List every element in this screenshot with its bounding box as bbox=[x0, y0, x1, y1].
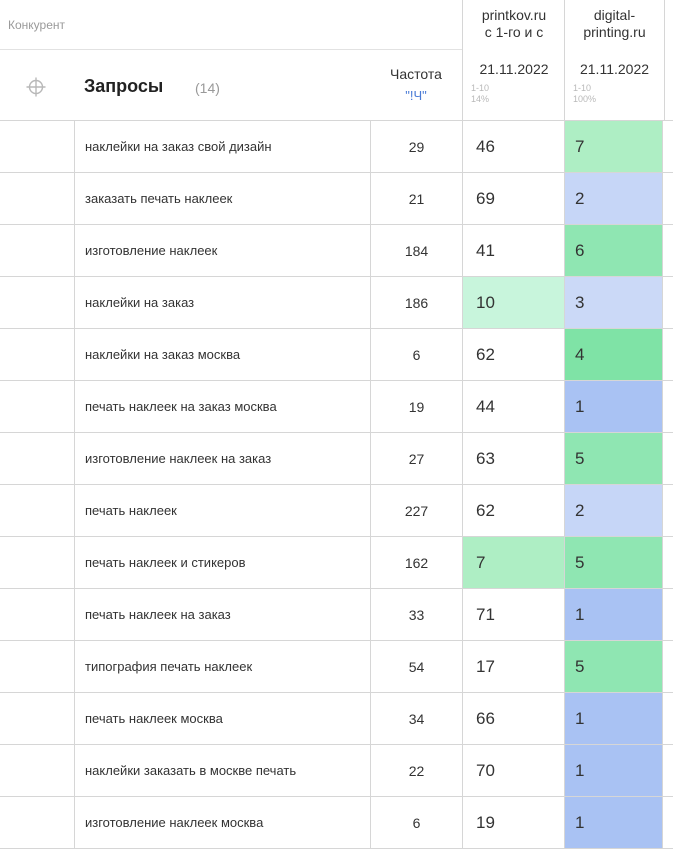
position-value: 70 bbox=[476, 760, 495, 780]
row-select-cell bbox=[0, 745, 74, 796]
position-cell-digital-printing[interactable] bbox=[564, 121, 663, 172]
position-cell-printkov[interactable] bbox=[462, 329, 564, 380]
frequency-cell bbox=[370, 329, 462, 380]
queries-title[interactable]: Запросы bbox=[84, 76, 164, 96]
position-range: 1-10 bbox=[573, 83, 592, 93]
position-value: 71 bbox=[476, 604, 495, 624]
query-text[interactable]: изготовление наклеек bbox=[85, 242, 218, 258]
position-value: 3 bbox=[575, 292, 585, 312]
position-cell-printkov[interactable] bbox=[462, 225, 564, 276]
position-cell-printkov[interactable] bbox=[462, 433, 564, 484]
table-row bbox=[0, 433, 673, 485]
position-cell-digital-printing[interactable] bbox=[564, 277, 663, 328]
frequency-cell bbox=[370, 277, 462, 328]
position-cell-printkov[interactable] bbox=[462, 693, 564, 744]
position-value: 7 bbox=[476, 552, 486, 572]
query-cell[interactable] bbox=[74, 589, 370, 640]
table-row bbox=[0, 797, 673, 849]
row-select-cell bbox=[0, 589, 74, 640]
frequency-cell bbox=[370, 797, 462, 848]
query-cell[interactable] bbox=[74, 485, 370, 536]
competitor-site-sub: printing.ru bbox=[583, 24, 646, 40]
competitor-date: 21.11.2022 bbox=[579, 61, 650, 77]
position-value: 5 bbox=[575, 448, 585, 468]
frequency-value: 33 bbox=[408, 606, 425, 623]
frequency-value: 6 bbox=[412, 346, 421, 363]
position-cell-digital-printing[interactable] bbox=[564, 797, 663, 848]
frequency-cell bbox=[370, 641, 462, 692]
query-text[interactable]: наклейки на заказ bbox=[85, 294, 195, 310]
row-select-cell bbox=[0, 121, 74, 172]
position-value: 69 bbox=[476, 188, 495, 208]
table-row bbox=[0, 641, 673, 693]
row-select-cell bbox=[0, 641, 74, 692]
query-cell[interactable] bbox=[74, 797, 370, 848]
frequency-cell bbox=[370, 745, 462, 796]
queries-count: (14) bbox=[195, 80, 220, 96]
table-row bbox=[0, 589, 673, 641]
frequency-cell bbox=[370, 485, 462, 536]
position-value: 2 bbox=[575, 500, 585, 520]
position-value: 44 bbox=[476, 396, 495, 416]
table-row bbox=[0, 277, 673, 329]
row-select-cell bbox=[0, 433, 74, 484]
competitor-site-sub: с 1-го и с bbox=[484, 24, 544, 40]
position-value: 6 bbox=[575, 240, 585, 260]
position-value: 2 bbox=[575, 188, 585, 208]
position-value: 1 bbox=[575, 760, 585, 780]
position-percent: 100% bbox=[573, 94, 597, 104]
frequency-type-link[interactable]: "!Ч" bbox=[405, 88, 427, 103]
query-cell[interactable] bbox=[74, 433, 370, 484]
position-cell-digital-printing[interactable] bbox=[564, 745, 663, 796]
competitor-column-printkov[interactable] bbox=[462, 0, 565, 120]
frequency-cell bbox=[370, 589, 462, 640]
position-value: 46 bbox=[476, 136, 495, 156]
position-range: 1-10 bbox=[471, 83, 490, 93]
query-cell[interactable] bbox=[74, 173, 370, 224]
position-cell-printkov[interactable] bbox=[462, 589, 564, 640]
frequency-value: 19 bbox=[408, 398, 425, 415]
query-cell[interactable] bbox=[74, 121, 370, 172]
query-text[interactable]: печать наклеек на заказ москва bbox=[85, 398, 277, 414]
frequency-value: 29 bbox=[408, 138, 425, 155]
frequency-cell bbox=[370, 381, 462, 432]
position-value: 66 bbox=[476, 708, 495, 728]
position-cell-digital-printing[interactable] bbox=[564, 485, 663, 536]
position-value: 4 bbox=[575, 344, 585, 364]
query-text[interactable]: типография печать наклеек bbox=[85, 658, 253, 674]
position-value: 1 bbox=[575, 604, 585, 624]
position-cell-printkov[interactable] bbox=[462, 797, 564, 848]
position-value: 5 bbox=[575, 552, 585, 572]
position-value: 1 bbox=[575, 708, 585, 728]
table-row bbox=[0, 225, 673, 277]
row-select-cell bbox=[0, 797, 74, 848]
frequency-cell bbox=[370, 433, 462, 484]
frequency-cell bbox=[370, 173, 462, 224]
position-cell-printkov[interactable] bbox=[462, 537, 564, 588]
position-cell-digital-printing[interactable] bbox=[564, 381, 663, 432]
query-cell[interactable] bbox=[74, 329, 370, 380]
position-cell-digital-printing[interactable] bbox=[564, 693, 663, 744]
position-value: 1 bbox=[575, 396, 585, 416]
position-value: 17 bbox=[476, 656, 495, 676]
position-cell-printkov[interactable] bbox=[462, 121, 564, 172]
row-select-cell bbox=[0, 485, 74, 536]
competitor-date: 21.11.2022 bbox=[479, 61, 549, 77]
position-cell-digital-printing[interactable] bbox=[564, 433, 663, 484]
table-row bbox=[0, 537, 673, 589]
position-cell-digital-printing[interactable] bbox=[564, 225, 663, 276]
competitor-label: Конкурент bbox=[8, 18, 66, 32]
row-select-cell bbox=[0, 381, 74, 432]
frequency-value: 184 bbox=[404, 242, 429, 259]
position-cell-printkov[interactable] bbox=[462, 381, 564, 432]
position-cell-printkov[interactable] bbox=[462, 745, 564, 796]
position-cell-printkov[interactable] bbox=[462, 277, 564, 328]
position-cell-digital-printing[interactable] bbox=[564, 589, 663, 640]
frequency-value: 21 bbox=[408, 190, 425, 207]
query-text[interactable]: печать наклеек и стикеров bbox=[85, 554, 246, 570]
query-cell[interactable] bbox=[74, 641, 370, 692]
position-value: 19 bbox=[476, 812, 495, 832]
position-value: 62 bbox=[476, 500, 495, 520]
row-select-cell bbox=[0, 693, 74, 744]
query-cell[interactable] bbox=[74, 537, 370, 588]
query-text[interactable]: печать наклеек bbox=[85, 502, 177, 518]
query-cell[interactable] bbox=[74, 693, 370, 744]
table-row bbox=[0, 173, 673, 225]
position-value: 63 bbox=[476, 448, 495, 468]
row-select-cell bbox=[0, 173, 74, 224]
position-cell-digital-printing[interactable] bbox=[564, 537, 663, 588]
row-select-cell bbox=[0, 225, 74, 276]
position-cell-digital-printing[interactable] bbox=[564, 641, 663, 692]
table-row bbox=[0, 693, 673, 745]
position-cell-digital-printing[interactable] bbox=[564, 173, 663, 224]
query-text[interactable]: заказать печать наклеек bbox=[85, 190, 233, 206]
table-row bbox=[0, 381, 673, 433]
query-text[interactable]: печать наклеек москва bbox=[85, 710, 223, 726]
row-select-cell bbox=[0, 277, 74, 328]
frequency-value: 54 bbox=[408, 658, 425, 675]
position-percent: 14% bbox=[471, 94, 490, 104]
query-cell[interactable] bbox=[74, 277, 370, 328]
position-cell-printkov[interactable] bbox=[462, 485, 564, 536]
position-cell-printkov[interactable] bbox=[462, 173, 564, 224]
competitor-column-digital-printing[interactable] bbox=[564, 0, 665, 120]
table-row bbox=[0, 329, 673, 381]
position-value: 62 bbox=[476, 344, 495, 364]
position-value: 7 bbox=[575, 136, 585, 156]
frequency-value: 22 bbox=[408, 762, 425, 779]
frequency-cell bbox=[370, 537, 462, 588]
query-text[interactable]: изготовление наклеек москва bbox=[85, 814, 264, 830]
table-row bbox=[0, 121, 673, 173]
query-cell[interactable] bbox=[74, 381, 370, 432]
table-body bbox=[0, 121, 673, 849]
position-value: 41 bbox=[476, 240, 495, 260]
position-value: 10 bbox=[476, 292, 495, 312]
query-text[interactable]: наклейки на заказ москва bbox=[85, 346, 241, 362]
row-select-cell bbox=[0, 329, 74, 380]
frequency-cell bbox=[370, 225, 462, 276]
query-text[interactable]: изготовление наклеек на заказ bbox=[85, 450, 272, 466]
query-text[interactable]: наклейки на заказ свой дизайн bbox=[85, 138, 272, 154]
frequency-column-header[interactable]: Частота bbox=[390, 66, 442, 82]
competitor-site-name[interactable]: printkov.ru bbox=[481, 7, 547, 23]
position-cell-printkov[interactable] bbox=[462, 641, 564, 692]
frequency-value: 162 bbox=[404, 554, 429, 571]
query-text[interactable]: наклейки заказать в москве печать bbox=[85, 762, 297, 778]
competitor-site-name[interactable]: digital- bbox=[593, 7, 636, 23]
frequency-cell bbox=[370, 121, 462, 172]
frequency-value: 34 bbox=[408, 710, 425, 727]
table-row bbox=[0, 485, 673, 537]
table-header bbox=[0, 0, 673, 121]
table-row bbox=[0, 745, 673, 797]
query-text[interactable]: печать наклеек на заказ bbox=[85, 606, 231, 622]
query-cell[interactable] bbox=[74, 745, 370, 796]
frequency-value: 6 bbox=[412, 814, 421, 831]
crosshair-icon[interactable] bbox=[26, 77, 46, 97]
frequency-value: 227 bbox=[404, 502, 429, 519]
query-cell[interactable] bbox=[74, 225, 370, 276]
row-select-cell bbox=[0, 537, 74, 588]
frequency-value: 27 bbox=[408, 450, 425, 467]
position-value: 5 bbox=[575, 656, 585, 676]
header-divider bbox=[0, 49, 462, 50]
frequency-cell bbox=[370, 693, 462, 744]
position-cell-digital-printing[interactable] bbox=[564, 329, 663, 380]
frequency-value: 186 bbox=[404, 294, 429, 311]
position-value: 1 bbox=[575, 812, 585, 832]
